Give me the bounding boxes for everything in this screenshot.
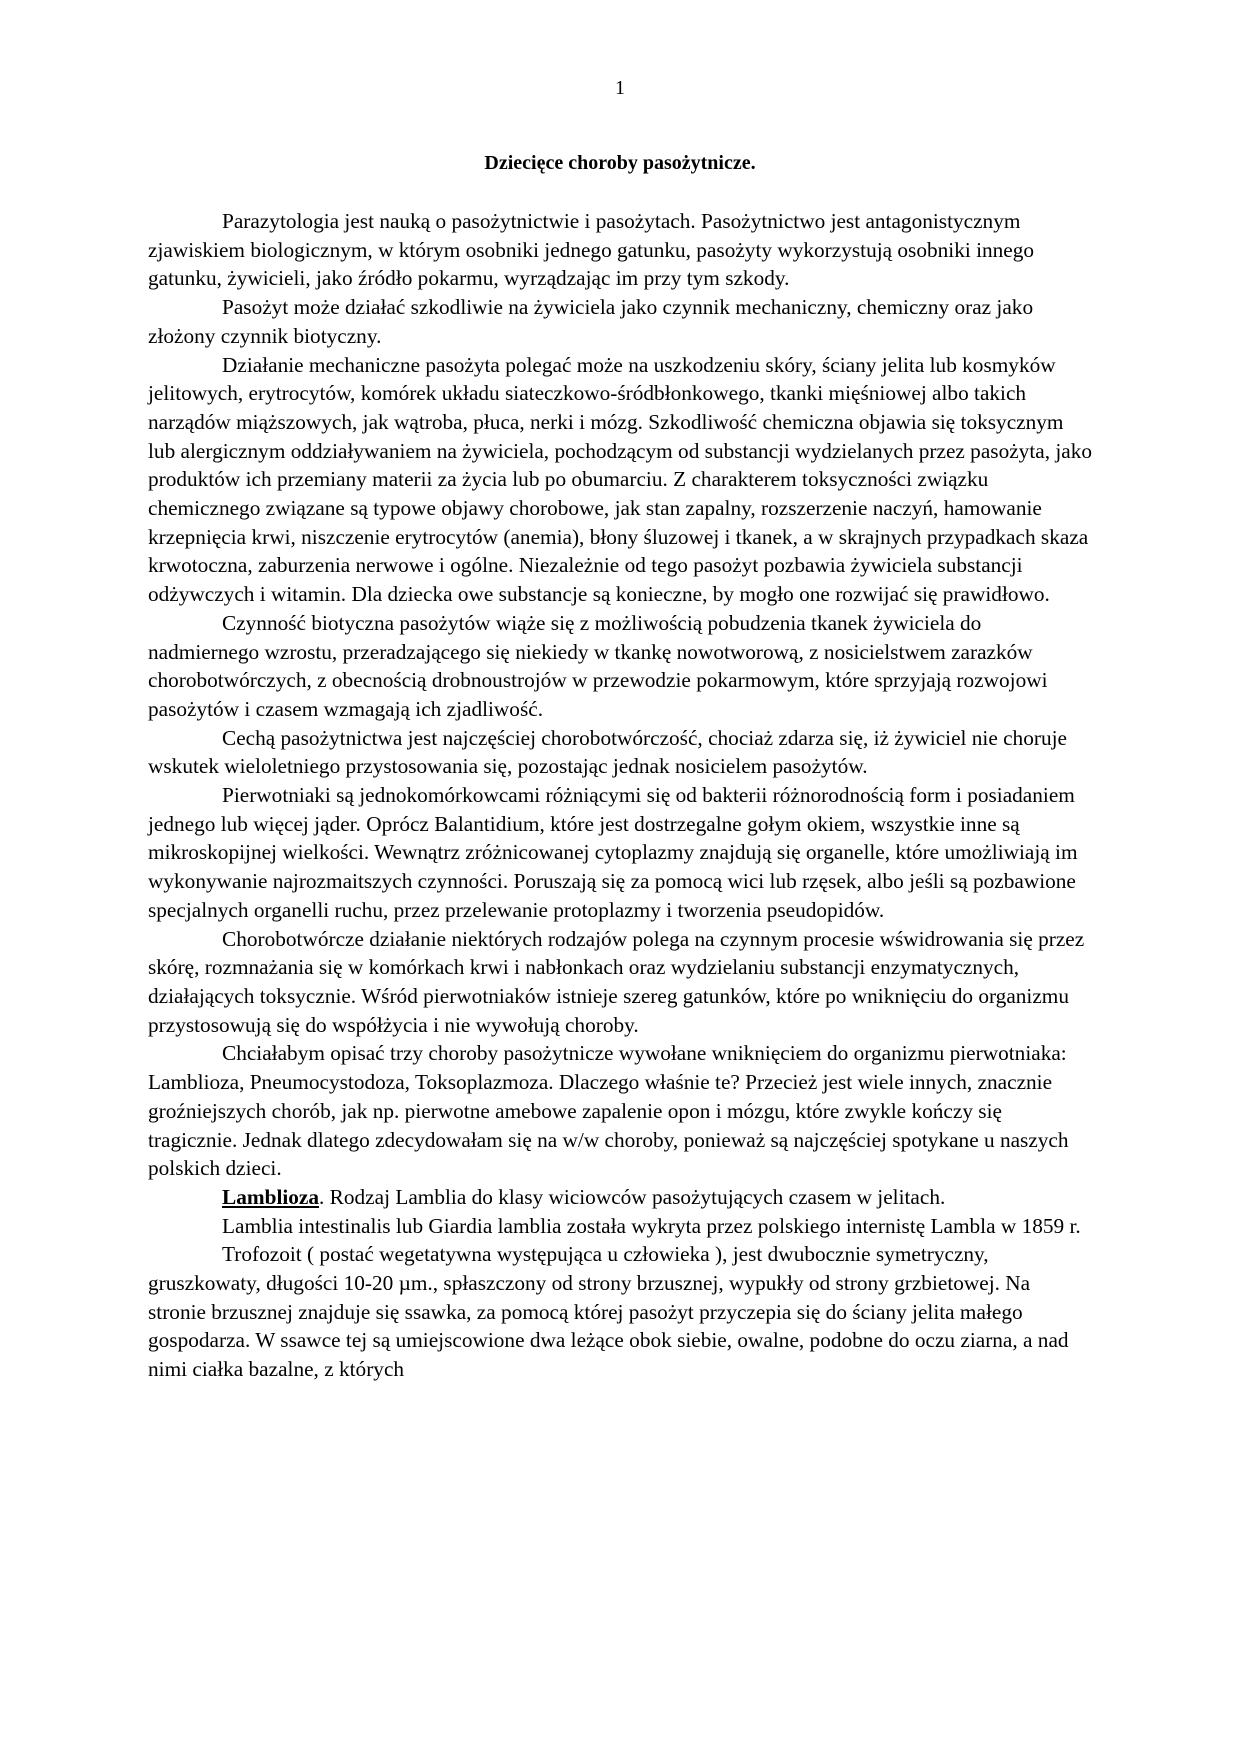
paragraph-protozoa: Pierwotniaki są jednokomórkowcami różniącymi się od bakterii różnorodnością form i posiadaniem jednego lub więcej jąder. Oprócz Balantidium, które jest dostrzegalne gołym okiem, wszystkie inne są mikroskopijnej wielkości. Wewnątrz zróżnicowanej cytoplazmy znajdują się organelle, które umożliwiają im wykonywanie najrozmaitszych czynności. Poruszają się za pomocą wici lub rzęsek, albo jeśli są pozbawione specjalnych organelli ruchu, przez przelewanie protoplazmy i tworzenia pseudopidów. [148, 783, 1078, 922]
paragraph-biotic-action: Czynność biotyczna pasożytów wiąże się z możliwością pobudzenia tkanek żywiciela do nadmiernego wzrostu, przeradzającego się niekiedy w tkankę nowotworową, z nosicielstwem zarazków chorobotwórczych, z obecnością drobnoustrojów w przewodzie pokarmowym, które sprzyjają rozwojowi pasożytów i czasem wzmagają ich zjadliwość. [148, 610, 1048, 721]
document-body [148, 207, 1092, 1384]
paragraph-trofozoit: Trofozoit ( postać wegetatywna występująca u człowieka ), jest dwubocznie symetryczny, gruszkowaty, długości 10-20 µm., spłaszczony od strony brzusznej, wypukły od strony grzbietowej. Na stronie brzusznej znajduje się ssawka, za pomocą której pasożyt przyczepia się do ściany jelita małego gospodarza. W ssawce tej są umiejscowione dwa leżące obok siebie, owalne, podobne do oczu ziarna, a nad nimi ciałka bazalne, z których [148, 1242, 1069, 1382]
paragraph-pathogenicity: Cechą pasożytnictwa jest najczęściej chorobotwórczość, chociaż zdarza się, iż żywiciel nie choruje wskutek wieloletniego przystosowania się, pozostając jednak nosicielem pasożytów. [148, 725, 1067, 779]
page-number: 1 [615, 77, 625, 99]
paragraph-lamblia-discovery: Lamblia intestinalis lub Giardia lamblia została wykryta przez polskiego internistę Lambla w 1859 r. [222, 1213, 1081, 1238]
paragraph-pathogenic-action: Chorobotwórcze działanie niektórych rodzajów polega na czynnym procesie wświdrowania się przez skórę, rozmnażania się w komórkach krwi i nabłonkach oraz wydzielaniu substancji enzymatycznych, działających toksycznie. Wśród pierwotniaków istnieje szereg gatunków, które po wniknięciu do organizmu przystosowują się do współżycia i nie wywołują choroby. [148, 926, 1085, 1037]
document-title: Dziecięce choroby pasożytnicze. [484, 152, 756, 174]
paragraph-harmful-factors: Pasożyt może działać szkodliwie na żywiciela jako czynnik mechaniczny, chemiczny oraz jako złożony czynnik biotyczny. [148, 295, 1034, 348]
lamblioza-intro-text: . Rodzaj Lamblia do klasy wiciowców pasożytujących czasem w jelitach. [319, 1184, 946, 1209]
paragraph-lamblioza-intro [148, 1183, 1092, 1212]
paragraph-parasitology-definition: Parazytologia jest nauką o pasożytnictwie i pasożytach. Pasożytnictwo jest antagonistycznym zjawiskiem biologicznym, w którym osobniki jednego gatunku, pasożyty wykorzystują osobniki innego gatunku, żywicieli, jako źródło pokarmu, wyrządzając im przy tym szkody. [148, 209, 1035, 291]
section-heading-lamblioza: Lamblioza [222, 1184, 320, 1209]
paragraph-chosen-diseases: Chciałabym opisać trzy choroby pasożytnicze wywołane wniknięciem do organizmu pierwotniaka: Lamblioza, Pneumocystodoza, Toksoplazmoza. Dlaczego właśnie te? Przecież jest wiele innych, znacznie groźniejszych chorób, jak np. pierwotne amebowe zapalenie opon i mózgu, które zwykle kończy się tragicznie. Jednak dlatego zdecydowałam się na w/w choroby, ponieważ są najczęściej spotykane u naszych polskich dzieci. [148, 1041, 1069, 1181]
paragraph-mechanical-chemical-action: Działanie mechaniczne pasożyta polegać może na uszkodzeniu skóry, ściany jelita lub kosmyków jelitowych, erytrocytów, komórek układu siateczkowo-śródbłonkowego, tkanki mięśniowej albo takich narządów miąższowych, jak wątroba, płuca, nerki i mózg. Szkodliwość chemiczna objawia się toksycznym lub alergicznym oddziaływaniem na żywiciela, pochodzącym od substancji wydzielanych przez pasożyta, jako produktów ich przemiany materii za życia lub po obumarciu. Z charakterem toksyczności związku chemicznego związane są typowe objawy chorobowe, jak stan zapalny, rozszerzenie naczyń, hamowanie krzepnięcia krwi, niszczenie erytrocytów (anemia), błony śluzowej i tkanek, a w skrajnych przypadkach skaza krwotoczna, zaburzenia nerwowe i ogólne. Niezależnie od tego pasożyt pozbawia żywiciela substancji odżywczych i witamin. Dla dziecka owe substancje są konieczne, by mogło one rozwijać się prawidłowo. [148, 352, 1093, 607]
